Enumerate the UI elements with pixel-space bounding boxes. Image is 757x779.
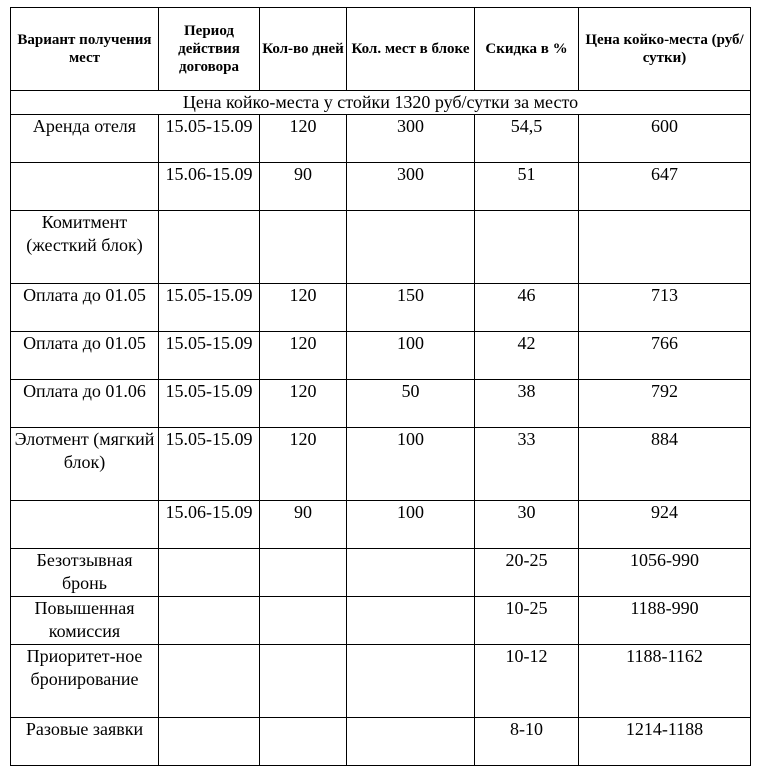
cell-places: [347, 549, 475, 597]
cell-period: [159, 211, 260, 284]
cell-price: 600: [579, 115, 751, 163]
cell-places: [347, 645, 475, 718]
cell-option: Разовые заявки: [11, 718, 159, 766]
cell-places: 300: [347, 115, 475, 163]
cell-option: Элотмент (мягкий блок): [11, 428, 159, 501]
cell-period: 15.05-15.09: [159, 115, 260, 163]
cell-places: 300: [347, 163, 475, 211]
table-row: [11, 549, 751, 597]
cell-option: Аренда отеля: [11, 115, 159, 163]
header-price: Цена койко-места (руб/сутки): [579, 8, 751, 91]
cell-period: 15.06-15.09: [159, 501, 260, 549]
cell-price: 792: [579, 380, 751, 428]
cell-period: 15.05-15.09: [159, 428, 260, 501]
cell-discount: 51: [475, 163, 579, 211]
table-row: [11, 597, 751, 645]
cell-period: 15.05-15.09: [159, 284, 260, 332]
cell-places: 150: [347, 284, 475, 332]
cell-price: 1056-990: [579, 549, 751, 597]
table-row: [11, 718, 751, 766]
cell-period: 15.05-15.09: [159, 380, 260, 428]
cell-option: Повышенная комиссия: [11, 597, 159, 645]
cell-price: 647: [579, 163, 751, 211]
table-row: [11, 332, 751, 380]
caption-cell: Цена койко-места у стойки 1320 руб/сутки за место: [11, 91, 751, 115]
cell-days: 90: [260, 163, 347, 211]
header-days: Кол-во дней: [260, 8, 347, 91]
cell-price: 713: [579, 284, 751, 332]
cell-discount: 8-10: [475, 718, 579, 766]
cell-period: 15.06-15.09: [159, 163, 260, 211]
cell-days: 120: [260, 284, 347, 332]
table-row: [11, 211, 751, 284]
header-discount: Скидка в %: [475, 8, 579, 91]
header-period: Период действия договора: [159, 8, 260, 91]
cell-option: Приоритет-ное бронирование: [11, 645, 159, 718]
header-row: [11, 8, 751, 91]
cell-discount: 10-12: [475, 645, 579, 718]
cell-days: 90: [260, 501, 347, 549]
cell-option: Комитмент (жесткий блок): [11, 211, 159, 284]
cell-period: [159, 597, 260, 645]
table-row: [11, 501, 751, 549]
cell-price: 1188-990: [579, 597, 751, 645]
cell-discount: [475, 211, 579, 284]
caption-row: [11, 91, 751, 115]
cell-price: 924: [579, 501, 751, 549]
cell-price: 1214-1188: [579, 718, 751, 766]
cell-price: 766: [579, 332, 751, 380]
cell-places: 50: [347, 380, 475, 428]
table-row: [11, 380, 751, 428]
cell-discount: 38: [475, 380, 579, 428]
cell-discount: 46: [475, 284, 579, 332]
cell-days: 120: [260, 380, 347, 428]
cell-places: [347, 597, 475, 645]
cell-days: [260, 645, 347, 718]
cell-places: 100: [347, 501, 475, 549]
cell-places: [347, 211, 475, 284]
cell-price: 1188-1162: [579, 645, 751, 718]
header-option: Вариант получения мест: [11, 8, 159, 91]
cell-period: 15.05-15.09: [159, 332, 260, 380]
table-row: [11, 163, 751, 211]
table-row: [11, 284, 751, 332]
cell-days: [260, 597, 347, 645]
cell-discount: 33: [475, 428, 579, 501]
cell-price: [579, 211, 751, 284]
cell-option: Оплата до 01.06: [11, 380, 159, 428]
cell-period: [159, 549, 260, 597]
table-row: [11, 115, 751, 163]
cell-days: [260, 549, 347, 597]
cell-period: [159, 645, 260, 718]
cell-option: Оплата до 01.05: [11, 332, 159, 380]
cell-days: 120: [260, 115, 347, 163]
pricing-table: [10, 7, 751, 766]
cell-places: 100: [347, 332, 475, 380]
cell-discount: 42: [475, 332, 579, 380]
cell-places: [347, 718, 475, 766]
cell-option: Оплата до 01.05: [11, 284, 159, 332]
cell-discount: 10-25: [475, 597, 579, 645]
cell-places: 100: [347, 428, 475, 501]
cell-option: [11, 163, 159, 211]
cell-discount: 30: [475, 501, 579, 549]
header-places: Кол. мест в блоке: [347, 8, 475, 91]
cell-days: 120: [260, 428, 347, 501]
cell-discount: 54,5: [475, 115, 579, 163]
cell-days: 120: [260, 332, 347, 380]
table-row: [11, 645, 751, 718]
table-row: [11, 428, 751, 501]
cell-days: [260, 718, 347, 766]
cell-discount: 20-25: [475, 549, 579, 597]
cell-days: [260, 211, 347, 284]
cell-price: 884: [579, 428, 751, 501]
cell-period: [159, 718, 260, 766]
cell-option: Безотзывная бронь: [11, 549, 159, 597]
cell-option: [11, 501, 159, 549]
